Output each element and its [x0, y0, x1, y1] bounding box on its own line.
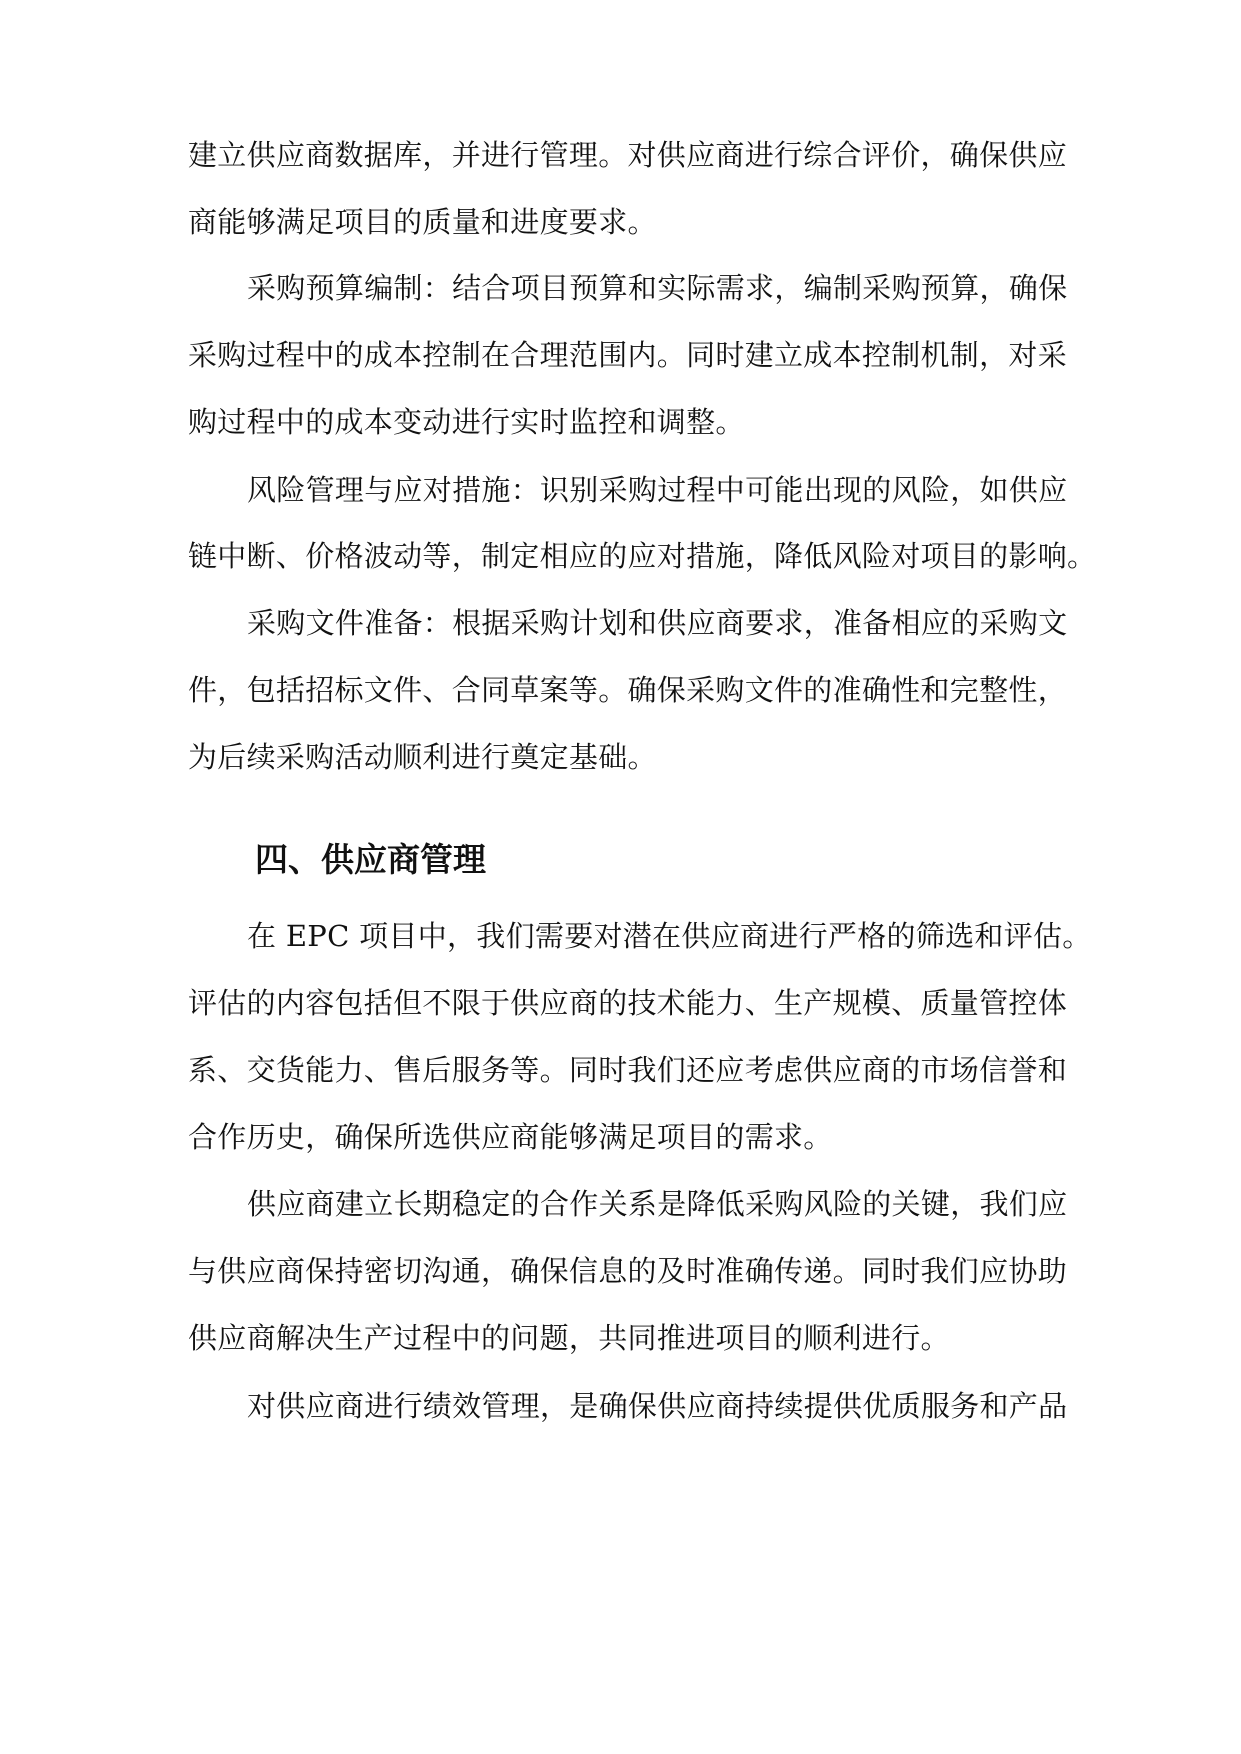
paragraph-line: 采购过程中的成本控制在合理范围内。同时建立成本控制机制，对采: [188, 338, 1068, 372]
paragraph-line: 件，包括招标文件、合同草案等。确保采购文件的准确性和完整性，: [188, 673, 1068, 707]
paragraph-line: 商能够满足项目的质量和进度要求。: [188, 205, 657, 239]
paragraph-line: 供应商建立长期稳定的合作关系是降低采购风险的关键，我们应: [247, 1187, 1068, 1221]
paragraph-line: 采购预算编制：结合项目预算和实际需求，编制采购预算，确保: [247, 271, 1068, 305]
paragraph-line: 为后续采购活动顺利进行奠定基础。: [188, 740, 657, 774]
paragraph-line: 采购文件准备：根据采购计划和供应商要求，准备相应的采购文: [247, 606, 1068, 640]
paragraph-line: 与供应商保持密切沟通，确保信息的及时准确传递。同时我们应协助: [188, 1254, 1068, 1288]
paragraph-line: 在 EPC 项目中，我们需要对潜在供应商进行严格的筛选和评估。: [247, 919, 1092, 953]
paragraph-line: 评估的内容包括但不限于供应商的技术能力、生产规模、质量管控体: [188, 986, 1068, 1020]
paragraph-line: 对供应商进行绩效管理，是确保供应商持续提供优质服务和产品: [247, 1389, 1068, 1423]
paragraph-line: 建立供应商数据库，并进行管理。对供应商进行综合评价，确保供应: [188, 138, 1068, 172]
paragraph-line: 购过程中的成本变动进行实时监控和调整。: [188, 405, 745, 439]
paragraph-line: 供应商解决生产过程中的问题，共同推进项目的顺利进行。: [188, 1321, 950, 1355]
paragraph-line: 链中断、价格波动等，制定相应的应对措施，降低风险对项目的影响。: [188, 539, 1097, 573]
section-heading: 四、供应商管理: [255, 840, 486, 879]
paragraph-line: 系、交货能力、售后服务等。同时我们还应考虑供应商的市场信誉和: [188, 1053, 1068, 1087]
paragraph-line: 合作历史，确保所选供应商能够满足项目的需求。: [188, 1120, 833, 1154]
paragraph-line: 风险管理与应对措施：识别采购过程中可能出现的风险，如供应: [247, 473, 1068, 507]
